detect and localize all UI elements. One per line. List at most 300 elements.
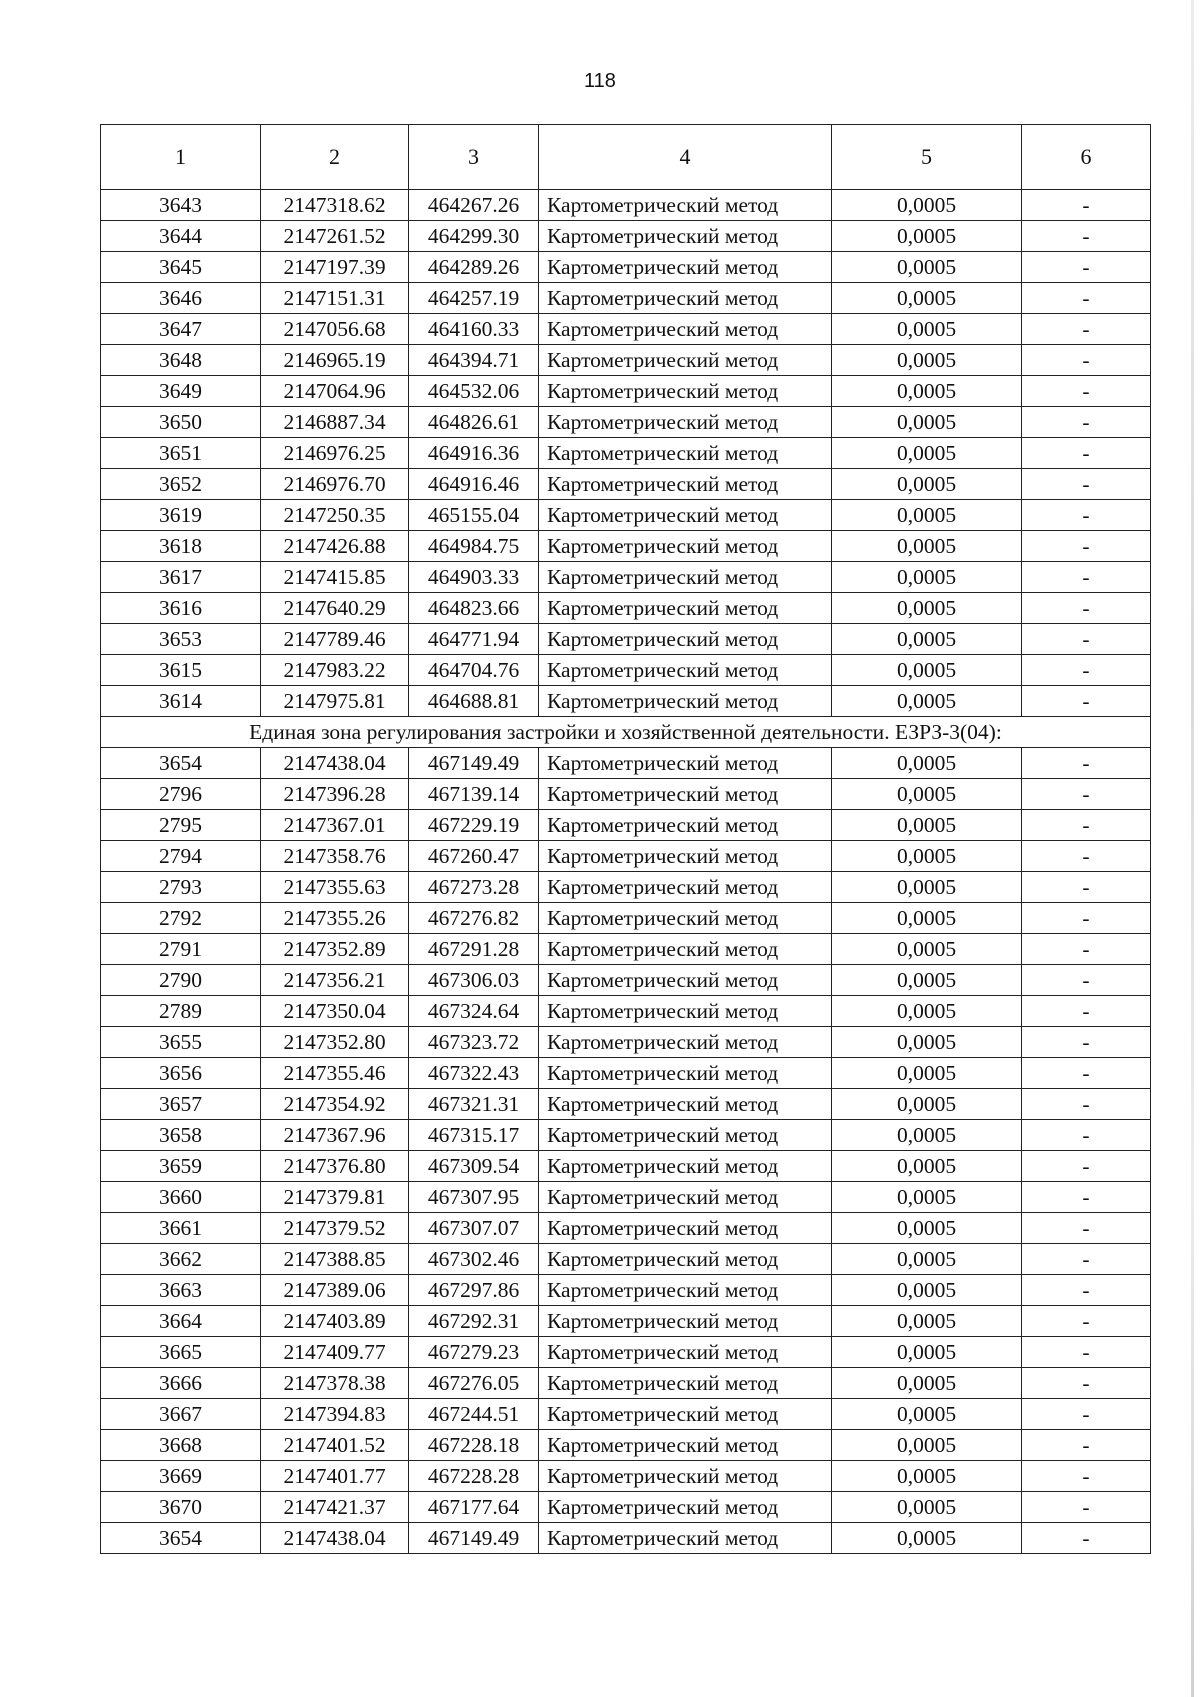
point-number-cell: 3615	[101, 655, 261, 686]
accuracy-cell: 0,0005	[832, 1151, 1022, 1182]
note-cell: -	[1022, 779, 1151, 810]
x-coordinate-cell: 2147367.01	[261, 810, 409, 841]
note-cell: -	[1022, 1275, 1151, 1306]
y-coordinate-cell: 467273.28	[409, 872, 539, 903]
point-number-cell: 2789	[101, 996, 261, 1027]
accuracy-cell: 0,0005	[832, 810, 1022, 841]
accuracy-cell: 0,0005	[832, 686, 1022, 717]
table-row	[101, 376, 1151, 407]
table-row	[101, 1244, 1151, 1275]
note-cell: -	[1022, 1027, 1151, 1058]
table-row	[101, 655, 1151, 686]
accuracy-cell: 0,0005	[832, 748, 1022, 779]
note-cell: -	[1022, 1523, 1151, 1554]
method-cell: Картометрический метод	[539, 1399, 832, 1430]
table-row	[101, 407, 1151, 438]
x-coordinate-cell: 2147250.35	[261, 500, 409, 531]
x-coordinate-cell: 2147438.04	[261, 748, 409, 779]
accuracy-cell: 0,0005	[832, 996, 1022, 1027]
note-cell: -	[1022, 748, 1151, 779]
table-row	[101, 624, 1151, 655]
method-cell: Картометрический метод	[539, 872, 832, 903]
table-row	[101, 1399, 1151, 1430]
table-row	[101, 1275, 1151, 1306]
x-coordinate-cell: 2147438.04	[261, 1523, 409, 1554]
header-cell-2: 2	[261, 125, 409, 190]
accuracy-cell: 0,0005	[832, 841, 1022, 872]
method-cell: Картометрический метод	[539, 500, 832, 531]
table-row	[101, 1461, 1151, 1492]
note-cell: -	[1022, 1399, 1151, 1430]
accuracy-cell: 0,0005	[832, 500, 1022, 531]
method-cell: Картометрический метод	[539, 996, 832, 1027]
point-number-cell: 3664	[101, 1306, 261, 1337]
section-title-row	[101, 717, 1151, 748]
method-cell: Картометрический метод	[539, 1058, 832, 1089]
point-number-cell: 3660	[101, 1182, 261, 1213]
table-row	[101, 345, 1151, 376]
accuracy-cell: 0,0005	[832, 1213, 1022, 1244]
x-coordinate-cell: 2147388.85	[261, 1244, 409, 1275]
x-coordinate-cell: 2147354.92	[261, 1089, 409, 1120]
table-row	[101, 1120, 1151, 1151]
method-cell: Картометрический метод	[539, 934, 832, 965]
accuracy-cell: 0,0005	[832, 1089, 1022, 1120]
header-cell-3: 3	[409, 125, 539, 190]
note-cell: -	[1022, 1492, 1151, 1523]
point-number-cell: 2796	[101, 779, 261, 810]
point-number-cell: 2793	[101, 872, 261, 903]
y-coordinate-cell: 464267.26	[409, 190, 539, 221]
method-cell: Картометрический метод	[539, 221, 832, 252]
point-number-cell: 3648	[101, 345, 261, 376]
table-row	[101, 1306, 1151, 1337]
table-row	[101, 686, 1151, 717]
y-coordinate-cell: 467279.23	[409, 1337, 539, 1368]
y-coordinate-cell: 467307.95	[409, 1182, 539, 1213]
x-coordinate-cell: 2147355.63	[261, 872, 409, 903]
y-coordinate-cell: 464257.19	[409, 283, 539, 314]
y-coordinate-cell: 464771.94	[409, 624, 539, 655]
x-coordinate-cell: 2146976.25	[261, 438, 409, 469]
y-coordinate-cell: 467315.17	[409, 1120, 539, 1151]
point-number-cell: 3618	[101, 531, 261, 562]
method-cell: Картометрический метод	[539, 1151, 832, 1182]
note-cell: -	[1022, 252, 1151, 283]
accuracy-cell: 0,0005	[832, 624, 1022, 655]
note-cell: -	[1022, 500, 1151, 531]
method-cell: Картометрический метод	[539, 1089, 832, 1120]
table-row	[101, 934, 1151, 965]
accuracy-cell: 0,0005	[832, 1182, 1022, 1213]
method-cell: Картометрический метод	[539, 252, 832, 283]
method-cell: Картометрический метод	[539, 1213, 832, 1244]
point-number-cell: 3655	[101, 1027, 261, 1058]
accuracy-cell: 0,0005	[832, 190, 1022, 221]
method-cell: Картометрический метод	[539, 1275, 832, 1306]
y-coordinate-cell: 467228.28	[409, 1461, 539, 1492]
x-coordinate-cell: 2147396.28	[261, 779, 409, 810]
y-coordinate-cell: 467307.07	[409, 1213, 539, 1244]
accuracy-cell: 0,0005	[832, 1492, 1022, 1523]
x-coordinate-cell: 2146887.34	[261, 407, 409, 438]
table-row	[101, 779, 1151, 810]
accuracy-cell: 0,0005	[832, 531, 1022, 562]
point-number-cell: 3646	[101, 283, 261, 314]
accuracy-cell: 0,0005	[832, 562, 1022, 593]
x-coordinate-cell: 2147197.39	[261, 252, 409, 283]
y-coordinate-cell: 464826.61	[409, 407, 539, 438]
method-cell: Картометрический метод	[539, 283, 832, 314]
note-cell: -	[1022, 562, 1151, 593]
point-number-cell: 3665	[101, 1337, 261, 1368]
y-coordinate-cell: 467291.28	[409, 934, 539, 965]
accuracy-cell: 0,0005	[832, 252, 1022, 283]
table-row	[101, 996, 1151, 1027]
note-cell: -	[1022, 376, 1151, 407]
table-row	[101, 903, 1151, 934]
scan-edge-shadow	[1191, 0, 1194, 1697]
x-coordinate-cell: 2147064.96	[261, 376, 409, 407]
y-coordinate-cell: 464916.36	[409, 438, 539, 469]
note-cell: -	[1022, 407, 1151, 438]
point-number-cell: 3617	[101, 562, 261, 593]
point-number-cell: 3650	[101, 407, 261, 438]
x-coordinate-cell: 2147355.26	[261, 903, 409, 934]
method-cell: Картометрический метод	[539, 748, 832, 779]
x-coordinate-cell: 2147151.31	[261, 283, 409, 314]
method-cell: Картометрический метод	[539, 841, 832, 872]
point-number-cell: 3659	[101, 1151, 261, 1182]
accuracy-cell: 0,0005	[832, 1368, 1022, 1399]
accuracy-cell: 0,0005	[832, 438, 1022, 469]
method-cell: Картометрический метод	[539, 345, 832, 376]
note-cell: -	[1022, 1058, 1151, 1089]
table-row	[101, 190, 1151, 221]
header-cell-4: 4	[539, 125, 832, 190]
page-number: 118	[584, 70, 616, 92]
accuracy-cell: 0,0005	[832, 1244, 1022, 1275]
y-coordinate-cell: 464688.81	[409, 686, 539, 717]
point-number-cell: 3654	[101, 748, 261, 779]
y-coordinate-cell: 465155.04	[409, 500, 539, 531]
x-coordinate-cell: 2147318.62	[261, 190, 409, 221]
table-row	[101, 1368, 1151, 1399]
method-cell: Картометрический метод	[539, 624, 832, 655]
point-number-cell: 2792	[101, 903, 261, 934]
table-row	[101, 531, 1151, 562]
y-coordinate-cell: 467324.64	[409, 996, 539, 1027]
x-coordinate-cell: 2147261.52	[261, 221, 409, 252]
note-cell: -	[1022, 1213, 1151, 1244]
x-coordinate-cell: 2147056.68	[261, 314, 409, 345]
point-number-cell: 3668	[101, 1430, 261, 1461]
point-number-cell: 3670	[101, 1492, 261, 1523]
x-coordinate-cell: 2147378.38	[261, 1368, 409, 1399]
y-coordinate-cell: 467149.49	[409, 1523, 539, 1554]
accuracy-cell: 0,0005	[832, 1306, 1022, 1337]
table-row	[101, 1058, 1151, 1089]
y-coordinate-cell: 467297.86	[409, 1275, 539, 1306]
accuracy-cell: 0,0005	[832, 1523, 1022, 1554]
y-coordinate-cell: 467292.31	[409, 1306, 539, 1337]
note-cell: -	[1022, 1430, 1151, 1461]
x-coordinate-cell: 2147983.22	[261, 655, 409, 686]
y-coordinate-cell: 467260.47	[409, 841, 539, 872]
table-row	[101, 1027, 1151, 1058]
y-coordinate-cell: 464704.76	[409, 655, 539, 686]
point-number-cell: 3657	[101, 1089, 261, 1120]
x-coordinate-cell: 2146976.70	[261, 469, 409, 500]
point-number-cell: 3649	[101, 376, 261, 407]
note-cell: -	[1022, 593, 1151, 624]
section-title: Единая зона регулирования застройки и хозяйственной деятельности. ЕЗРЗ-3(04):	[101, 717, 1151, 748]
note-cell: -	[1022, 903, 1151, 934]
note-cell: -	[1022, 624, 1151, 655]
table-row	[101, 1089, 1151, 1120]
note-cell: -	[1022, 1337, 1151, 1368]
table-header-row	[101, 125, 1151, 190]
note-cell: -	[1022, 934, 1151, 965]
accuracy-cell: 0,0005	[832, 221, 1022, 252]
y-coordinate-cell: 467244.51	[409, 1399, 539, 1430]
x-coordinate-cell: 2147367.96	[261, 1120, 409, 1151]
method-cell: Картометрический метод	[539, 1182, 832, 1213]
table-row	[101, 252, 1151, 283]
y-coordinate-cell: 467302.46	[409, 1244, 539, 1275]
accuracy-cell: 0,0005	[832, 655, 1022, 686]
x-coordinate-cell: 2146965.19	[261, 345, 409, 376]
note-cell: -	[1022, 438, 1151, 469]
point-number-cell: 3667	[101, 1399, 261, 1430]
table-row	[101, 1523, 1151, 1554]
accuracy-cell: 0,0005	[832, 407, 1022, 438]
method-cell: Картометрический метод	[539, 1492, 832, 1523]
table-row	[101, 283, 1151, 314]
accuracy-cell: 0,0005	[832, 872, 1022, 903]
table-row	[101, 965, 1151, 996]
method-cell: Картометрический метод	[539, 1120, 832, 1151]
accuracy-cell: 0,0005	[832, 934, 1022, 965]
x-coordinate-cell: 2147352.80	[261, 1027, 409, 1058]
method-cell: Картометрический метод	[539, 1430, 832, 1461]
point-number-cell: 3653	[101, 624, 261, 655]
note-cell: -	[1022, 283, 1151, 314]
accuracy-cell: 0,0005	[832, 314, 1022, 345]
method-cell: Картометрический метод	[539, 965, 832, 996]
point-number-cell: 3651	[101, 438, 261, 469]
accuracy-cell: 0,0005	[832, 469, 1022, 500]
coordinates-table	[100, 124, 1151, 1554]
y-coordinate-cell: 464984.75	[409, 531, 539, 562]
method-cell: Картометрический метод	[539, 190, 832, 221]
point-number-cell: 2795	[101, 810, 261, 841]
header-cell-6: 6	[1022, 125, 1151, 190]
y-coordinate-cell: 464903.33	[409, 562, 539, 593]
y-coordinate-cell: 467309.54	[409, 1151, 539, 1182]
accuracy-cell: 0,0005	[832, 1058, 1022, 1089]
note-cell: -	[1022, 531, 1151, 562]
x-coordinate-cell: 2147640.29	[261, 593, 409, 624]
note-cell: -	[1022, 1461, 1151, 1492]
note-cell: -	[1022, 1182, 1151, 1213]
point-number-cell: 3652	[101, 469, 261, 500]
x-coordinate-cell: 2147389.06	[261, 1275, 409, 1306]
accuracy-cell: 0,0005	[832, 283, 1022, 314]
note-cell: -	[1022, 655, 1151, 686]
accuracy-cell: 0,0005	[832, 1461, 1022, 1492]
y-coordinate-cell: 467149.49	[409, 748, 539, 779]
accuracy-cell: 0,0005	[832, 1027, 1022, 1058]
point-number-cell: 3616	[101, 593, 261, 624]
method-cell: Картометрический метод	[539, 779, 832, 810]
table-row	[101, 1213, 1151, 1244]
x-coordinate-cell: 2147376.80	[261, 1151, 409, 1182]
accuracy-cell: 0,0005	[832, 376, 1022, 407]
y-coordinate-cell: 467323.72	[409, 1027, 539, 1058]
method-cell: Картометрический метод	[539, 686, 832, 717]
note-cell: -	[1022, 1244, 1151, 1275]
x-coordinate-cell: 2147789.46	[261, 624, 409, 655]
y-coordinate-cell: 464299.30	[409, 221, 539, 252]
y-coordinate-cell: 467177.64	[409, 1492, 539, 1523]
note-cell: -	[1022, 1120, 1151, 1151]
x-coordinate-cell: 2147379.81	[261, 1182, 409, 1213]
x-coordinate-cell: 2147415.85	[261, 562, 409, 593]
table-row	[101, 748, 1151, 779]
table-row	[101, 1337, 1151, 1368]
note-cell: -	[1022, 1089, 1151, 1120]
note-cell: -	[1022, 469, 1151, 500]
point-number-cell: 2794	[101, 841, 261, 872]
method-cell: Картометрический метод	[539, 469, 832, 500]
table-row	[101, 593, 1151, 624]
note-cell: -	[1022, 996, 1151, 1027]
x-coordinate-cell: 2147356.21	[261, 965, 409, 996]
x-coordinate-cell: 2147426.88	[261, 531, 409, 562]
method-cell: Картометрический метод	[539, 655, 832, 686]
table-row	[101, 1430, 1151, 1461]
x-coordinate-cell: 2147401.52	[261, 1430, 409, 1461]
point-number-cell: 3644	[101, 221, 261, 252]
table-row	[101, 810, 1151, 841]
point-number-cell: 2790	[101, 965, 261, 996]
point-number-cell: 3619	[101, 500, 261, 531]
point-number-cell: 3666	[101, 1368, 261, 1399]
method-cell: Картометрический метод	[539, 903, 832, 934]
note-cell: -	[1022, 190, 1151, 221]
y-coordinate-cell: 464916.46	[409, 469, 539, 500]
y-coordinate-cell: 467229.19	[409, 810, 539, 841]
y-coordinate-cell: 467139.14	[409, 779, 539, 810]
accuracy-cell: 0,0005	[832, 1399, 1022, 1430]
accuracy-cell: 0,0005	[832, 903, 1022, 934]
note-cell: -	[1022, 686, 1151, 717]
note-cell: -	[1022, 1368, 1151, 1399]
method-cell: Картометрический метод	[539, 593, 832, 624]
method-cell: Картометрический метод	[539, 1337, 832, 1368]
accuracy-cell: 0,0005	[832, 593, 1022, 624]
method-cell: Картометрический метод	[539, 1523, 832, 1554]
method-cell: Картометрический метод	[539, 1244, 832, 1275]
point-number-cell: 3669	[101, 1461, 261, 1492]
point-number-cell: 3643	[101, 190, 261, 221]
table-row	[101, 438, 1151, 469]
y-coordinate-cell: 467228.18	[409, 1430, 539, 1461]
header-cell-5: 5	[832, 125, 1022, 190]
method-cell: Картометрический метод	[539, 1368, 832, 1399]
accuracy-cell: 0,0005	[832, 965, 1022, 996]
method-cell: Картометрический метод	[539, 1461, 832, 1492]
y-coordinate-cell: 464394.71	[409, 345, 539, 376]
note-cell: -	[1022, 810, 1151, 841]
x-coordinate-cell: 2147401.77	[261, 1461, 409, 1492]
note-cell: -	[1022, 872, 1151, 903]
point-number-cell: 3661	[101, 1213, 261, 1244]
method-cell: Картометрический метод	[539, 531, 832, 562]
point-number-cell: 3656	[101, 1058, 261, 1089]
x-coordinate-cell: 2147421.37	[261, 1492, 409, 1523]
y-coordinate-cell: 467322.43	[409, 1058, 539, 1089]
x-coordinate-cell: 2147403.89	[261, 1306, 409, 1337]
x-coordinate-cell: 2147409.77	[261, 1337, 409, 1368]
accuracy-cell: 0,0005	[832, 779, 1022, 810]
method-cell: Картометрический метод	[539, 1027, 832, 1058]
method-cell: Картометрический метод	[539, 407, 832, 438]
note-cell: -	[1022, 841, 1151, 872]
y-coordinate-cell: 464289.26	[409, 252, 539, 283]
table-row	[101, 314, 1151, 345]
point-number-cell: 3662	[101, 1244, 261, 1275]
table-body	[101, 190, 1151, 1554]
x-coordinate-cell: 2147355.46	[261, 1058, 409, 1089]
table-row	[101, 1151, 1151, 1182]
x-coordinate-cell: 2147350.04	[261, 996, 409, 1027]
method-cell: Картометрический метод	[539, 562, 832, 593]
table-row	[101, 469, 1151, 500]
note-cell: -	[1022, 221, 1151, 252]
y-coordinate-cell: 467306.03	[409, 965, 539, 996]
method-cell: Картометрический метод	[539, 810, 832, 841]
method-cell: Картометрический метод	[539, 376, 832, 407]
accuracy-cell: 0,0005	[832, 345, 1022, 376]
point-number-cell: 3663	[101, 1275, 261, 1306]
note-cell: -	[1022, 345, 1151, 376]
point-number-cell: 3614	[101, 686, 261, 717]
method-cell: Картометрический метод	[539, 1306, 832, 1337]
y-coordinate-cell: 467276.82	[409, 903, 539, 934]
table-row	[101, 872, 1151, 903]
table-row	[101, 1492, 1151, 1523]
note-cell: -	[1022, 1306, 1151, 1337]
x-coordinate-cell: 2147394.83	[261, 1399, 409, 1430]
table-row	[101, 841, 1151, 872]
point-number-cell: 3654	[101, 1523, 261, 1554]
y-coordinate-cell: 467276.05	[409, 1368, 539, 1399]
accuracy-cell: 0,0005	[832, 1275, 1022, 1306]
table-row	[101, 500, 1151, 531]
y-coordinate-cell: 464532.06	[409, 376, 539, 407]
point-number-cell: 3645	[101, 252, 261, 283]
point-number-cell: 2791	[101, 934, 261, 965]
method-cell: Картометрический метод	[539, 438, 832, 469]
note-cell: -	[1022, 1151, 1151, 1182]
table-row	[101, 1182, 1151, 1213]
note-cell: -	[1022, 314, 1151, 345]
note-cell: -	[1022, 965, 1151, 996]
y-coordinate-cell: 467321.31	[409, 1089, 539, 1120]
y-coordinate-cell: 464823.66	[409, 593, 539, 624]
